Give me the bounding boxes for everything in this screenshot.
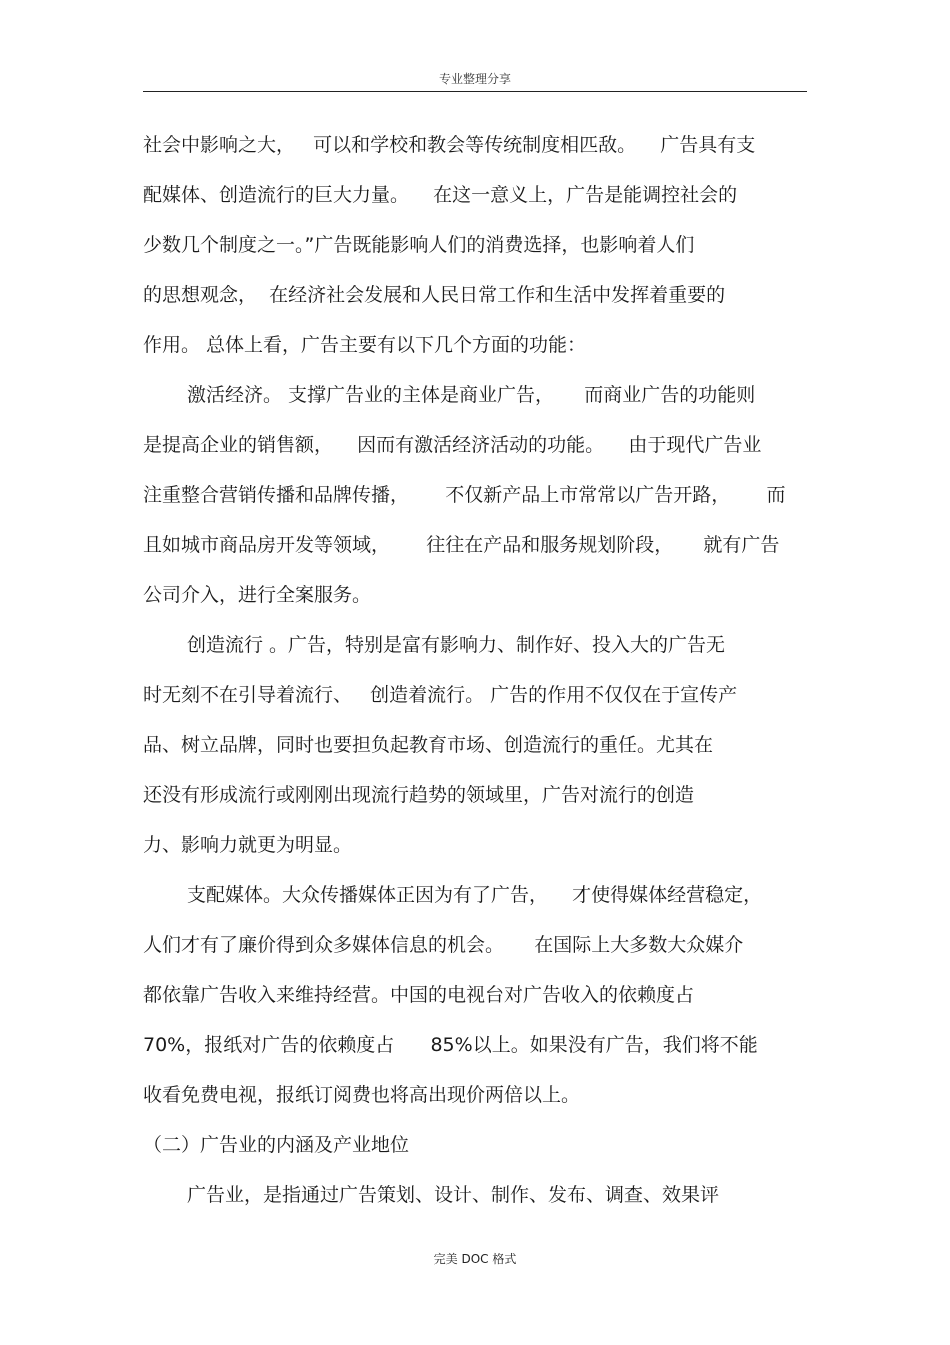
- text-line: 社会中影响之大， 可以和学校和教会等传统制度相匹敌。 广告具有支: [143, 134, 756, 156]
- paragraph-start-line: 创造流行 。广告，特别是富有影响力、制作好、投入大的广告无: [187, 634, 726, 656]
- header-rule: [143, 91, 807, 92]
- paragraph-start-line: 广告业，是指通过广告策划、设计、制作、发布、调查、效果评: [187, 1184, 720, 1206]
- text-line: 力、影响力就更为明显。: [143, 834, 353, 856]
- text-line: 70%，报纸对广告的依赖度占 85%以上。如果没有广告，我们将不能: [143, 1034, 758, 1056]
- paragraph-start-line: 激活经济。 支撑广告业的主体是商业广告， 而商业广告的功能则: [187, 384, 756, 406]
- text-line: 是提高企业的销售额， 因而有激活经济活动的功能。 由于现代广告业: [143, 434, 762, 456]
- text-line: 作用。 总体上看，广告主要有以下几个方面的功能：: [143, 334, 587, 356]
- text-line: 注重整合营销传播和品牌传播， 不仅新产品上市常常以广告开路， 而: [143, 484, 786, 506]
- text-line: 时无刻不在引导着流行、 创造着流行。 广告的作用不仅仅在于宣传产: [143, 684, 738, 706]
- text-line: 且如城市商品房开发等领域， 往往在产品和服务规划阶段， 就有广告: [143, 534, 780, 556]
- document-body: [143, 120, 807, 1220]
- paragraph-start-line: 支配媒体。大众传播媒体正因为有了广告， 才使得媒体经营稳定，: [187, 884, 763, 906]
- text-line: 收看免费电视，报纸订阅费也将高出现价两倍以上。: [143, 1084, 581, 1106]
- text-line: 配媒体、创造流行的巨大力量。 在这一意义上，广告是能调控社会的: [143, 184, 738, 206]
- text-line: 都依靠广告收入来维持经营。中国的电视台对广告收入的依赖度占: [143, 984, 695, 1006]
- text-line: 品、树立品牌，同时也要担负起教育市场、创造流行的重任。尤其在: [143, 734, 714, 756]
- text-line: 少数几个制度之一。”广告既能影响人们的消费选择，也影响着人们: [143, 234, 695, 256]
- text-line: 公司介入，进行全案服务。: [143, 584, 372, 606]
- text-line: 的思想观念， 在经济社会发展和人民日常工作和生活中发挥着重要的: [143, 284, 726, 306]
- page-header: 专业整理分享: [438, 72, 511, 86]
- text-line: 人们才有了廉价得到众多媒体信息的机会。 在国际上大多数大众媒介: [143, 934, 744, 956]
- text-line: 还没有形成流行或刚刚出现流行趋势的领域里，广告对流行的创造: [143, 784, 695, 806]
- section-heading: （二）广告业的内涵及产业地位: [143, 1134, 410, 1156]
- page-footer: 完美 DOC 格式: [433, 1252, 517, 1266]
